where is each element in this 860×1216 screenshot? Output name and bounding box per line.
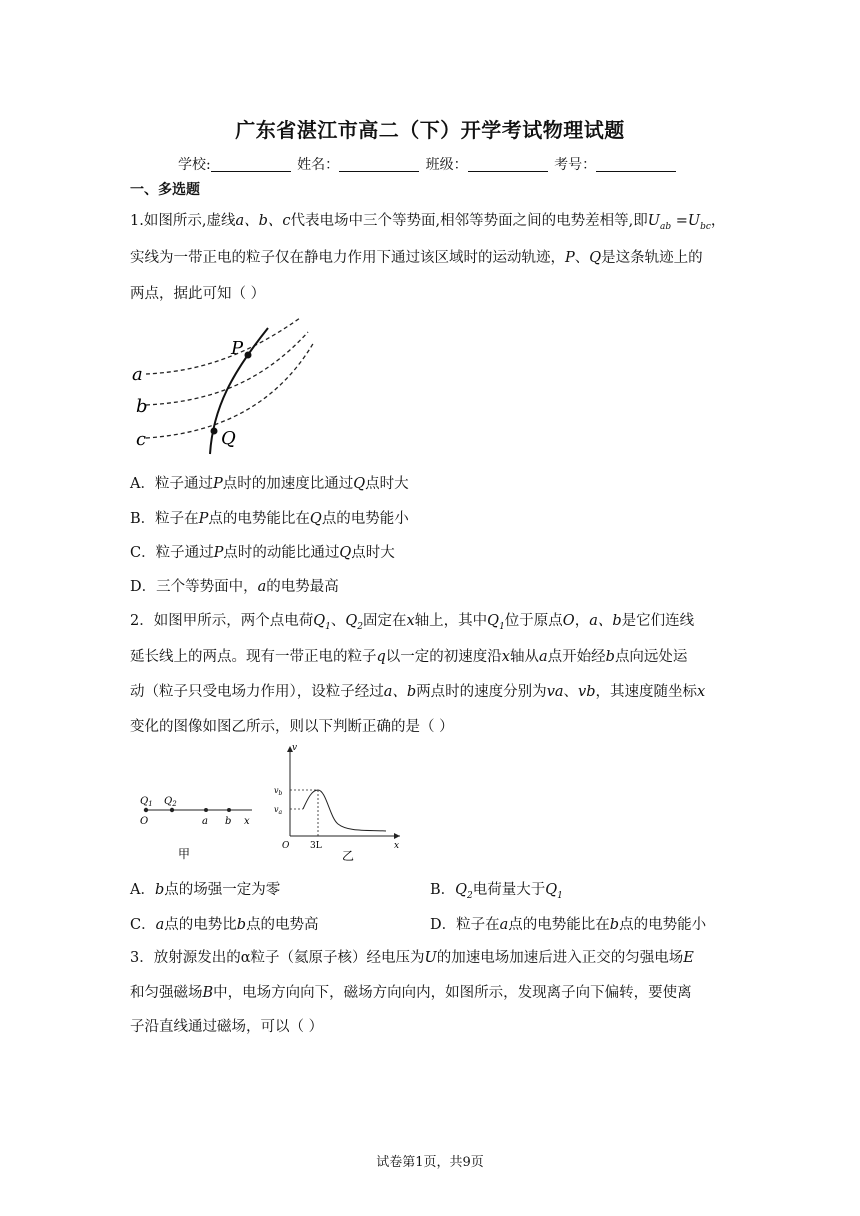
q2-line-1: 2．如图甲所示，两个点电荷$Q_1$、$Q_2$固定在x轴上，其中$Q_1$位于原点O，a、b是它们连线 <box>130 613 695 632</box>
label-q: Q <box>221 428 236 449</box>
point-b-dot <box>227 808 231 812</box>
q3-line-3: 子沿直线通过磁场，可以（ ） <box>130 1019 324 1035</box>
q1-line-2: 实线为一带正电的粒子仅在静电力作用下通过该区域时的运动轨迹，P、Q是这条轨迹上的 <box>130 250 703 266</box>
page-footer: 试卷第1页，共9页 <box>376 1155 484 1170</box>
q2-option-d[interactable]: D．粒子在a点的电势能比在b点的电势能小 <box>430 917 707 933</box>
number-blank <box>596 157 676 172</box>
school-label: 学校: <box>178 157 211 173</box>
label-v-axis: v <box>292 743 298 753</box>
number-label: 考号： <box>554 157 597 173</box>
label-vb: $v_b$ <box>274 786 283 797</box>
label-q2: $Q_2$ <box>164 796 177 808</box>
label-3l: 3L <box>310 841 322 851</box>
label-b-jia: b <box>225 816 232 827</box>
class-blank <box>468 157 548 172</box>
label-b: b <box>136 396 148 417</box>
label-q1: $Q_1$ <box>140 796 153 808</box>
label-p: P <box>231 338 244 359</box>
point-q <box>211 428 218 435</box>
velocity-curve <box>303 790 386 831</box>
q1-line-3: 两点，据此可知（ ） <box>130 286 266 302</box>
section-heading: 一、多选题 <box>130 182 200 198</box>
equipotential-b <box>146 332 308 405</box>
q2-line-4: 变化的图像如图乙所示，则以下判断正确的是（ ） <box>130 719 454 735</box>
v-graph-x-arrow <box>394 833 400 839</box>
q2-line-3: 动（粒子只受电场力作用），设粒子经过a、b两点时的速度分别为va、vb，其速度随坐标x <box>130 684 706 700</box>
name-label: 姓名： <box>297 157 340 173</box>
page-title: 广东省湛江市高二（下）开学考试物理试题 <box>235 118 625 142</box>
point-p <box>245 352 252 359</box>
label-c: c <box>136 429 147 450</box>
q1-option-d[interactable]: D．三个等势面中，a的电势最高 <box>130 579 339 595</box>
q2-option-c[interactable]: C．a点的电势比b点的电势高 <box>130 917 319 933</box>
name-blank <box>339 157 419 172</box>
label-yi: 乙 <box>342 849 355 863</box>
q2-option-a[interactable]: A．b点的场强一定为零 <box>130 882 281 898</box>
label-o: O <box>140 816 149 827</box>
q1-figure <box>128 312 328 462</box>
q2-option-b[interactable]: B．$Q_2$电荷量大于$Q_1$ <box>430 882 563 901</box>
school-blank <box>211 157 291 172</box>
label-x-yi: x <box>394 841 400 851</box>
charge-q2-dot <box>170 808 174 812</box>
label-a-jia: a <box>202 816 208 827</box>
label-x-jia: x <box>244 816 250 827</box>
q1-option-a[interactable]: A．粒子通过P点时的加速度比通过Q点时大 <box>130 476 409 492</box>
equipotential-a <box>146 318 300 374</box>
label-o-yi: O <box>282 841 290 851</box>
q1-option-b[interactable]: B．粒子在P点的电势能比在Q点的电势能小 <box>130 511 409 527</box>
q3-line-1: 3．放射源发出的α粒子（氦原子核）经电压为U的加速电场加速后进入正交的匀强电场E <box>130 950 694 966</box>
charge-q1-dot <box>144 808 148 812</box>
point-a-dot <box>204 808 208 812</box>
label-jia: 甲 <box>178 847 191 861</box>
label-a: a <box>132 364 143 385</box>
q2-figure-yi <box>268 740 408 868</box>
q2-figure-jia <box>136 788 256 868</box>
student-info <box>178 154 678 174</box>
label-va: $v_a$ <box>274 805 283 816</box>
q2-line-2: 延长线上的两点。现有一带正电的粒子q以一定的初速度沿x轴从a点开始经b点向远处运 <box>130 649 688 665</box>
q3-line-2: 和匀强磁场B中，电场方向向下，磁场方向向内，如图所示，发现离子向下偏转，要使离 <box>130 985 692 1001</box>
q1-line-1: 1.如图所示,虚线a、b、c代表电场中三个等势面,相邻等势面之间的电势差相等,即$U_{ab} =U_{bc}$， <box>130 213 726 232</box>
q1-option-c[interactable]: C．粒子通过P点时的动能比通过Q点时大 <box>130 545 395 561</box>
class-label: 班级： <box>425 157 468 173</box>
